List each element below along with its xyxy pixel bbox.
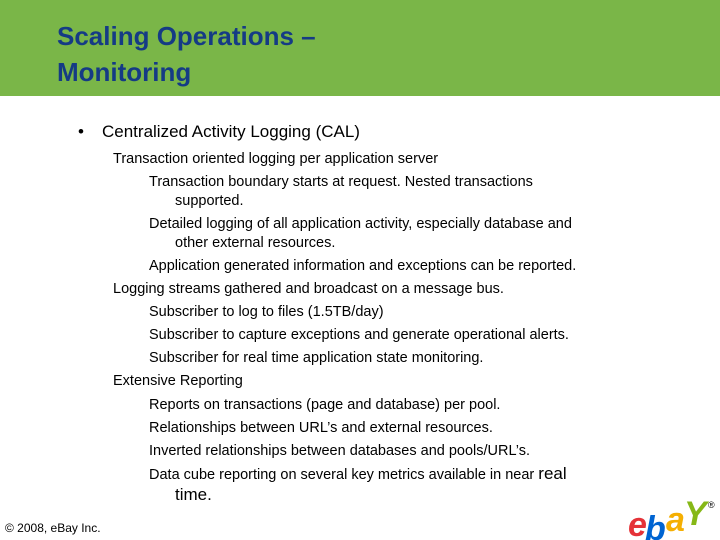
sub-item: Extensive Reporting — [113, 373, 243, 389]
sub-sub-item: Transaction boundary starts at request. Nested transactions — [149, 174, 533, 190]
logo-letter-y: Y — [684, 495, 707, 533]
sub-sub-item — [149, 465, 567, 484]
sub-sub-item-continuation: supported. — [175, 193, 244, 209]
sub-item: Logging streams gathered and broadcast on a message bus. — [113, 281, 504, 297]
logo-letter-e: e — [628, 506, 647, 540]
sub-sub-item: Reports on transactions (page and database) per pool. — [149, 397, 501, 413]
registered-mark: ® — [708, 500, 715, 510]
logo-letter-b: b — [645, 510, 666, 540]
sub-sub-item: Relationships between URL’s and external resources. — [149, 420, 493, 436]
sub-sub-item-text-large: real — [538, 464, 567, 483]
copyright-footer: © 2008, eBay Inc. — [5, 521, 101, 535]
logo-letter-a: a — [666, 501, 685, 539]
sub-sub-item: Inverted relationships between databases and pools/URL’s. — [149, 443, 531, 459]
title-line-2: Monitoring — [57, 57, 192, 87]
sub-item: Transaction oriented logging per application server — [113, 151, 439, 167]
sub-sub-item-continuation: time. — [175, 485, 212, 504]
sub-sub-item-continuation: other external resources. — [175, 235, 336, 251]
bullet-heading: Centralized Activity Logging (CAL) — [102, 122, 360, 141]
page-title — [57, 18, 316, 90]
bullet-icon: • — [78, 122, 84, 141]
sub-sub-item: Subscriber for real time application state monitoring. — [149, 350, 484, 366]
sub-sub-item: Application generated information and exceptions can be reported. — [149, 258, 577, 274]
sub-sub-item: Detailed logging of all application activity, especially database and — [149, 216, 572, 232]
sub-sub-item: Subscriber to capture exceptions and generate operational alerts. — [149, 327, 569, 343]
sub-sub-item: Subscriber to log to files (1.5TB/day) — [149, 304, 384, 320]
ebay-logo — [628, 494, 718, 540]
title-line-1: Scaling Operations – — [57, 21, 316, 51]
main-bullet — [78, 121, 360, 143]
title-banner — [0, 0, 720, 96]
sub-sub-item-text: Data cube reporting on several key metrics available in near — [149, 467, 535, 483]
